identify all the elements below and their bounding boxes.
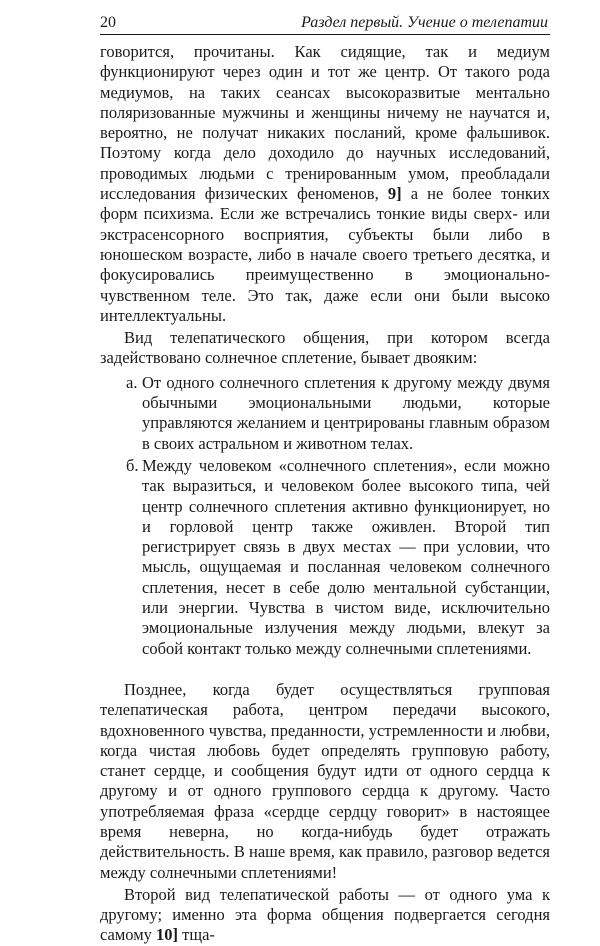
reference-marker-9: 9]: [387, 184, 402, 204]
paragraph-1-text-b: а не более тонких форм психизма. Если же встречались тонкие виды сверх- или экстрасенсорного восприятия, субъекты были либо в юношеском возрасте, либо в начале своего третьего десятка, и фокусировались преимущественно в эмоционально-чувственном теле. Это так, даже если они были высоко интеллектуальны.: [100, 184, 550, 325]
paragraph-3: Позднее, когда будет осуществляться групповая телепатическая работа, центром передачи высокого, вдохновенного чувства, преданности, устремленности и любви, когда чистая любовь будет определять групповую работу, станет сердце, и сообщения будут идти от одного сердца к другому и от одного группового сердца к другому. Часто употребляемая фраза «сердце сердцу говорит» в настоящее время неверна, но когда-нибудь будет отражать действительность. В наше время, как правило, разговор ведется между солнечными сплетениями!: [100, 679, 550, 882]
paragraph-1: [100, 42, 550, 326]
list-item-b-text: Между человеком «солнечного сплетения», если можно так выразиться, и человеком более высокого типа, чей центр солнечного сплетения активно функционирует, но и горловой центр также оживлен. Второй тип регистрирует связь в двух местах — при условии, что мысль, ощущаемая и посланная человеком солнечного сплетения, несет в себе долю ментальной субстанции, или энергии. Чувства в чистом виде, исключительно эмоциональные излучения между людьми, влекут за собой контакт только между солнечными сплетениями.: [142, 455, 550, 658]
list-marker-b: б.: [126, 455, 139, 475]
list-item-a-text: От одного солнечного сплетения к другому между двумя обычными эмоциональными людьми, которые управляются желанием и центрированы главным образом в своих астральном и животном телах.: [142, 372, 550, 453]
list-marker-a: а.: [126, 372, 138, 392]
paragraph-4: [100, 885, 550, 946]
page-body: [100, 42, 550, 946]
twofold-list: [100, 373, 550, 659]
page-header: [100, 12, 550, 35]
paragraph-4-text-a: Второй вид телепатической работы — от одного ума к другому; именно эта форма общения подвергается сегодня самому: [100, 884, 550, 945]
paragraph-4-text-b: тща-: [182, 925, 215, 945]
list-item-b: [100, 456, 550, 659]
running-title: Раздел первый. Учение о телепатии: [301, 14, 548, 31]
page-number: 20: [100, 14, 116, 31]
list-item-a: [100, 373, 550, 454]
paragraph-2: Вид телепатического общения, при котором всегда задействовано солнечное сплетение, бывает двояким:: [100, 328, 550, 368]
reference-marker-10: 10]: [156, 925, 179, 945]
paragraph-1-text-a: говорится, прочитаны. Как сидящие, так и медиум функционируют через один и тот же центр. От такого рода медиумов, на таких сеансах высокоразвитые ментально поляризованные мужчины и женщины ничему не научатся и, вероятно, не получат никаких посланий, кроме фальшивок. Поэтому когда дело доходило до научных исследований, проводимых людьми с тренированным умом, преобладали исследования физических феноменов,: [100, 42, 550, 204]
